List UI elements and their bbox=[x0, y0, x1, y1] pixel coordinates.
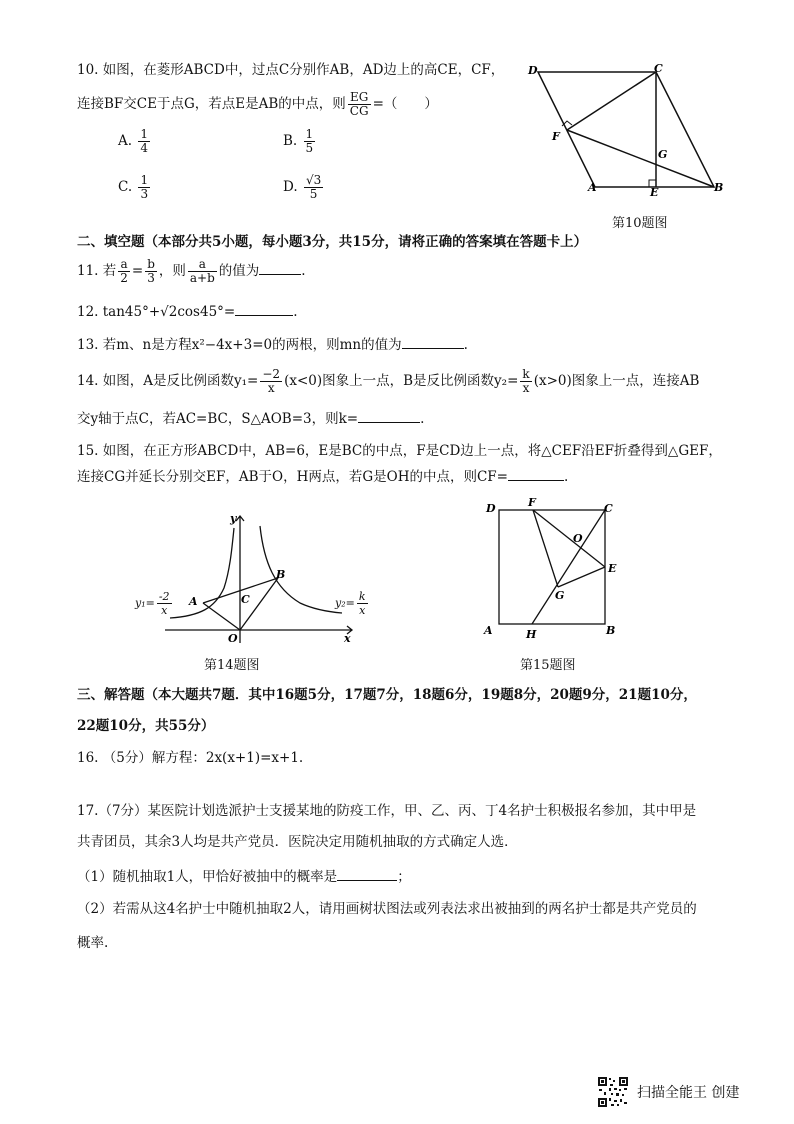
section3-heading-line2: 22题10分，共55分） bbox=[77, 718, 215, 734]
q14-y2-label: y₂= $\frac{k}{x}$ bbox=[335, 590, 366, 617]
label-a: A bbox=[189, 595, 198, 608]
q14-answer-blank[interactable] bbox=[358, 408, 420, 423]
q12-answer-blank[interactable] bbox=[235, 301, 293, 316]
scanner-watermark bbox=[597, 1076, 739, 1108]
q17-part2-line1: （2）若需从这4名护士中随机抽取2人，请用画树状图法或列表法求出被抽到的两名护士都是共产党员的 bbox=[77, 901, 697, 917]
q12: 12. tan45°+√2cos45°= . bbox=[77, 301, 298, 322]
q14-line1: 14. 如图，A是反比例函数y₁= $\frac{-2}{x}$ (x<0)图象上一点，B是反比例函数y₂= $\frac{k}{x}$ (x>0)图象上一点，连接AB bbox=[77, 367, 700, 395]
q15-caption: 第15题图 bbox=[520, 658, 576, 673]
q14-line2: 交y轴于点C，若AC=BC，S△AOB=3，则k= . bbox=[77, 408, 424, 429]
label-x: x bbox=[344, 632, 351, 645]
q10-option-d[interactable]: D. $\frac{√3}{5}$ bbox=[283, 173, 322, 201]
label-b: B bbox=[276, 568, 286, 581]
section2-heading: 二、填空题（本部分共5小题，每小题3分，共15分，请将正确的答案填在答题卡上） bbox=[77, 234, 588, 250]
label-g: G bbox=[658, 148, 668, 161]
q13: 13. 若m、n是方程x²−4x+3=0的两根，则mn的值为 . bbox=[77, 334, 468, 355]
label-o: O bbox=[573, 532, 583, 545]
q11: 11. 若 $\frac{a}{2}$ = $\frac{b}{3}$ ，则 $\frac{a}{a+b}$ 的值为 . bbox=[77, 257, 306, 285]
label-b: B bbox=[606, 624, 616, 637]
label-a: A bbox=[484, 624, 493, 637]
label-e: E bbox=[608, 562, 617, 575]
label-d: D bbox=[528, 64, 538, 77]
q17-answer-blank[interactable] bbox=[337, 866, 397, 881]
q15-square-figure bbox=[480, 498, 620, 643]
section3-heading-line1: 三、解答题（本大题共7题．其中16题5分，17题7分，18题6分，19题8分，20题9分，21题10分， bbox=[77, 687, 697, 703]
segment-ch bbox=[532, 510, 605, 624]
label-c: C bbox=[604, 502, 613, 515]
segment-ao bbox=[203, 603, 240, 630]
label-a: A bbox=[588, 181, 597, 194]
label-e: E bbox=[650, 186, 659, 199]
qr-code-icon bbox=[597, 1076, 629, 1108]
curve-y1 bbox=[170, 528, 234, 618]
rhombus-abcd bbox=[538, 72, 714, 187]
q10-ratio: $\frac{EG}{CG}$ bbox=[349, 90, 369, 118]
label-g: G bbox=[555, 589, 565, 602]
q10-option-b[interactable]: B. $\frac{1}{5}$ bbox=[283, 127, 314, 155]
q10-option-c[interactable]: C. $\frac{1}{3}$ bbox=[118, 173, 149, 201]
q17-part1: （1）随机抽取1人，甲恰好被抽中的概率是 ； bbox=[77, 866, 411, 887]
curve-y2 bbox=[260, 526, 342, 613]
q10-rhombus-figure bbox=[520, 60, 730, 200]
label-h: H bbox=[526, 628, 537, 641]
label-b: B bbox=[714, 181, 724, 194]
label-d: D bbox=[486, 502, 496, 515]
q17-line1: 17.（7分）某医院计划选派护士支援某地的防疫工作，甲、乙、丙、丁4名护士积极报名参加，其中甲是 bbox=[77, 803, 697, 819]
q10-line1: 10. 如图，在菱形ABCD中，过点C分别作AB，AD边上的高CE，CF， bbox=[77, 62, 505, 78]
q11-answer-blank[interactable] bbox=[259, 260, 301, 275]
label-o: O bbox=[228, 632, 238, 645]
q15-answer-blank[interactable] bbox=[508, 466, 564, 481]
q10-caption: 第10题图 bbox=[612, 216, 668, 231]
segment-fg bbox=[533, 510, 558, 587]
q10-option-a[interactable]: A. $\frac{1}{4}$ bbox=[118, 127, 148, 155]
segment-bf bbox=[567, 130, 714, 187]
q17-part2-line2: 概率. bbox=[77, 935, 109, 951]
q16: 16. （5分）解方程：2x(x+1)=x+1. bbox=[77, 750, 304, 766]
label-c: C bbox=[241, 593, 250, 606]
q10-line2: 连接BF交CE于点G，若点E是AB的中点，则 $\frac{EG}{CG}$ =（ ） bbox=[77, 90, 438, 118]
q15-line2: 连接CG并延长分别交EF，AB于O，H两点，若G是OH的中点，则CF= . bbox=[77, 466, 568, 487]
q15-line1: 15. 如图，在正方形ABCD中，AB=6，E是BC的中点，F是CD边上一点，将△CEF沿EF折叠得到△GEF， bbox=[77, 443, 722, 459]
label-y: y bbox=[230, 512, 237, 525]
q14-caption: 第14题图 bbox=[204, 658, 260, 673]
segment-fe bbox=[533, 510, 605, 567]
label-c: C bbox=[654, 62, 663, 75]
scanner-watermark-text: 扫描全能王 创建 bbox=[637, 1085, 740, 1101]
label-f: F bbox=[552, 130, 560, 143]
q17-line2: 共青团员，其余3人均是共产党员．医院决定用随机抽取的方式确定人选． bbox=[77, 834, 518, 850]
q13-answer-blank[interactable] bbox=[402, 334, 464, 349]
q14-y1-label: y₁= $\frac{-2}{x}$ bbox=[135, 590, 170, 617]
segment-ge bbox=[558, 567, 605, 587]
segment-cf bbox=[567, 72, 656, 130]
q14-hyperbola-figure bbox=[130, 508, 370, 648]
label-f: F bbox=[528, 498, 536, 509]
